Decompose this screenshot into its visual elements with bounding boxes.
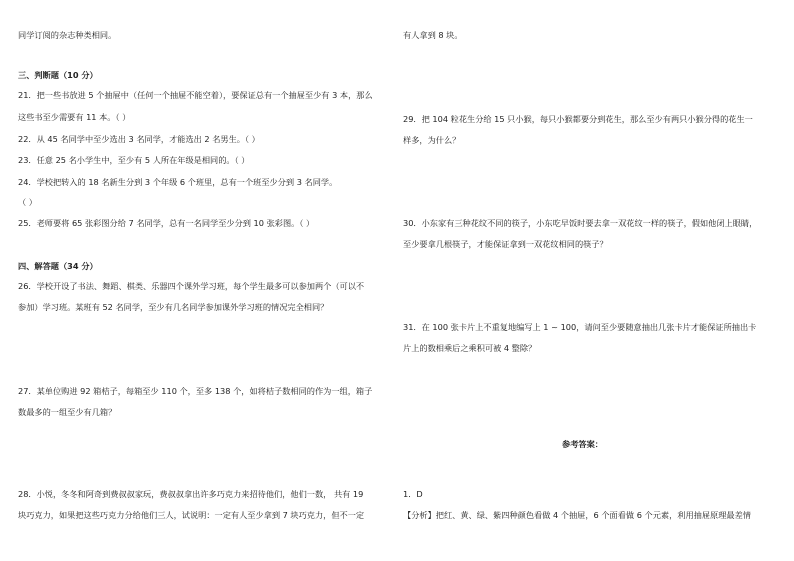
question-26-line-1: 26．学校开设了书法、舞蹈、棋类、乐器四个课外学习班，每个学生最多可以参加两个（可以不: [18, 281, 365, 291]
question-28-line-1: 28．小悦，冬冬和阿奇到费叔叔家玩，费叔叔拿出许多巧克力来招待他们，他们一数， 共有 19: [18, 489, 364, 499]
continuation-text: 同学订阅的杂志种类相同。: [18, 30, 117, 40]
question-29-line-1: 29．把 104 粒花生分给 15 只小猴，每只小猴都要分到花生，那么至少有两只小猴分得的花生一: [403, 114, 753, 124]
question-28-line-2: 块巧克力，如果把这些巧克力分给他们三人，试说明：一定有人至少拿到 7 块巧克力，但不一定: [18, 510, 365, 520]
section-title-solution: 四、解答题（34 分）: [18, 261, 98, 271]
question-26-line-2: 参加）学习班。某班有 52 名同学，至少有几名同学参加课外学习班的情况完全相同？: [18, 302, 329, 312]
question-24-line-1: 24．学校把转入的 18 名新生分到 3 个年级 6 个班里，总有一个班至少分到 3 名同学。: [18, 177, 338, 187]
question-21-line-1: 21．把一些书放进 5 个抽屉中（任何一个抽屉不能空着），要保证总有一个抽屉至少有 3 本，那么: [18, 90, 373, 100]
answers-title: 参考答案：: [562, 439, 603, 449]
continuation-text-right: 有人拿到 8 块。: [403, 30, 463, 40]
question-31-line-1: 31．在 100 张卡片上不重复地编写上 1 ~ 100，请问至少要随意抽出几张卡片才能保证所抽出卡: [403, 322, 757, 332]
question-22: 22．从 45 名同学中至少选出 3 名同学，才能选出 2 名男生。（ ）: [18, 134, 260, 144]
question-27-line-2: 数最多的一组至少有几箱？: [18, 407, 117, 417]
question-30-line-2: 至少要拿几根筷子，才能保证拿到一双花纹相同的筷子？: [403, 239, 608, 249]
answer-1-analysis: 【分析】把红、黄、绿、紫四种颜色看做 4 个抽屉，6 个面看做 6 个元素，利用抽屉原理最差情: [403, 510, 751, 520]
question-24-line-2: （ ）: [18, 197, 37, 207]
question-25: 25．老师要将 65 张彩图分给 7 名同学，总有一名同学至少分到 10 张彩图。（ ）: [18, 218, 315, 228]
question-31-line-2: 片上的数相乘后之乘积可被 4 整除？: [403, 343, 537, 353]
question-21-line-2: 这些书至少需要有 11 本。（ ）: [18, 112, 131, 122]
question-30-line-1: 30．小东家有三种花纹不同的筷子，小东吃早饭时要去拿一双花纹一样的筷子，假如他闭上眼睛，: [403, 218, 758, 228]
question-27-line-1: 27．某单位购进 92 箱桔子，每箱至少 110 个，至多 138 个，如将桔子数相同的作为一组，箱子: [18, 386, 373, 396]
section-title-judgment: 三、判断题（10 分）: [18, 70, 98, 80]
question-29-line-2: 样多，为什么？: [403, 135, 461, 145]
answer-1: 1．D: [403, 489, 423, 499]
question-23: 23．任意 25 名小学生中，至少有 5 人所在年级是相同的。（ ）: [18, 155, 250, 165]
